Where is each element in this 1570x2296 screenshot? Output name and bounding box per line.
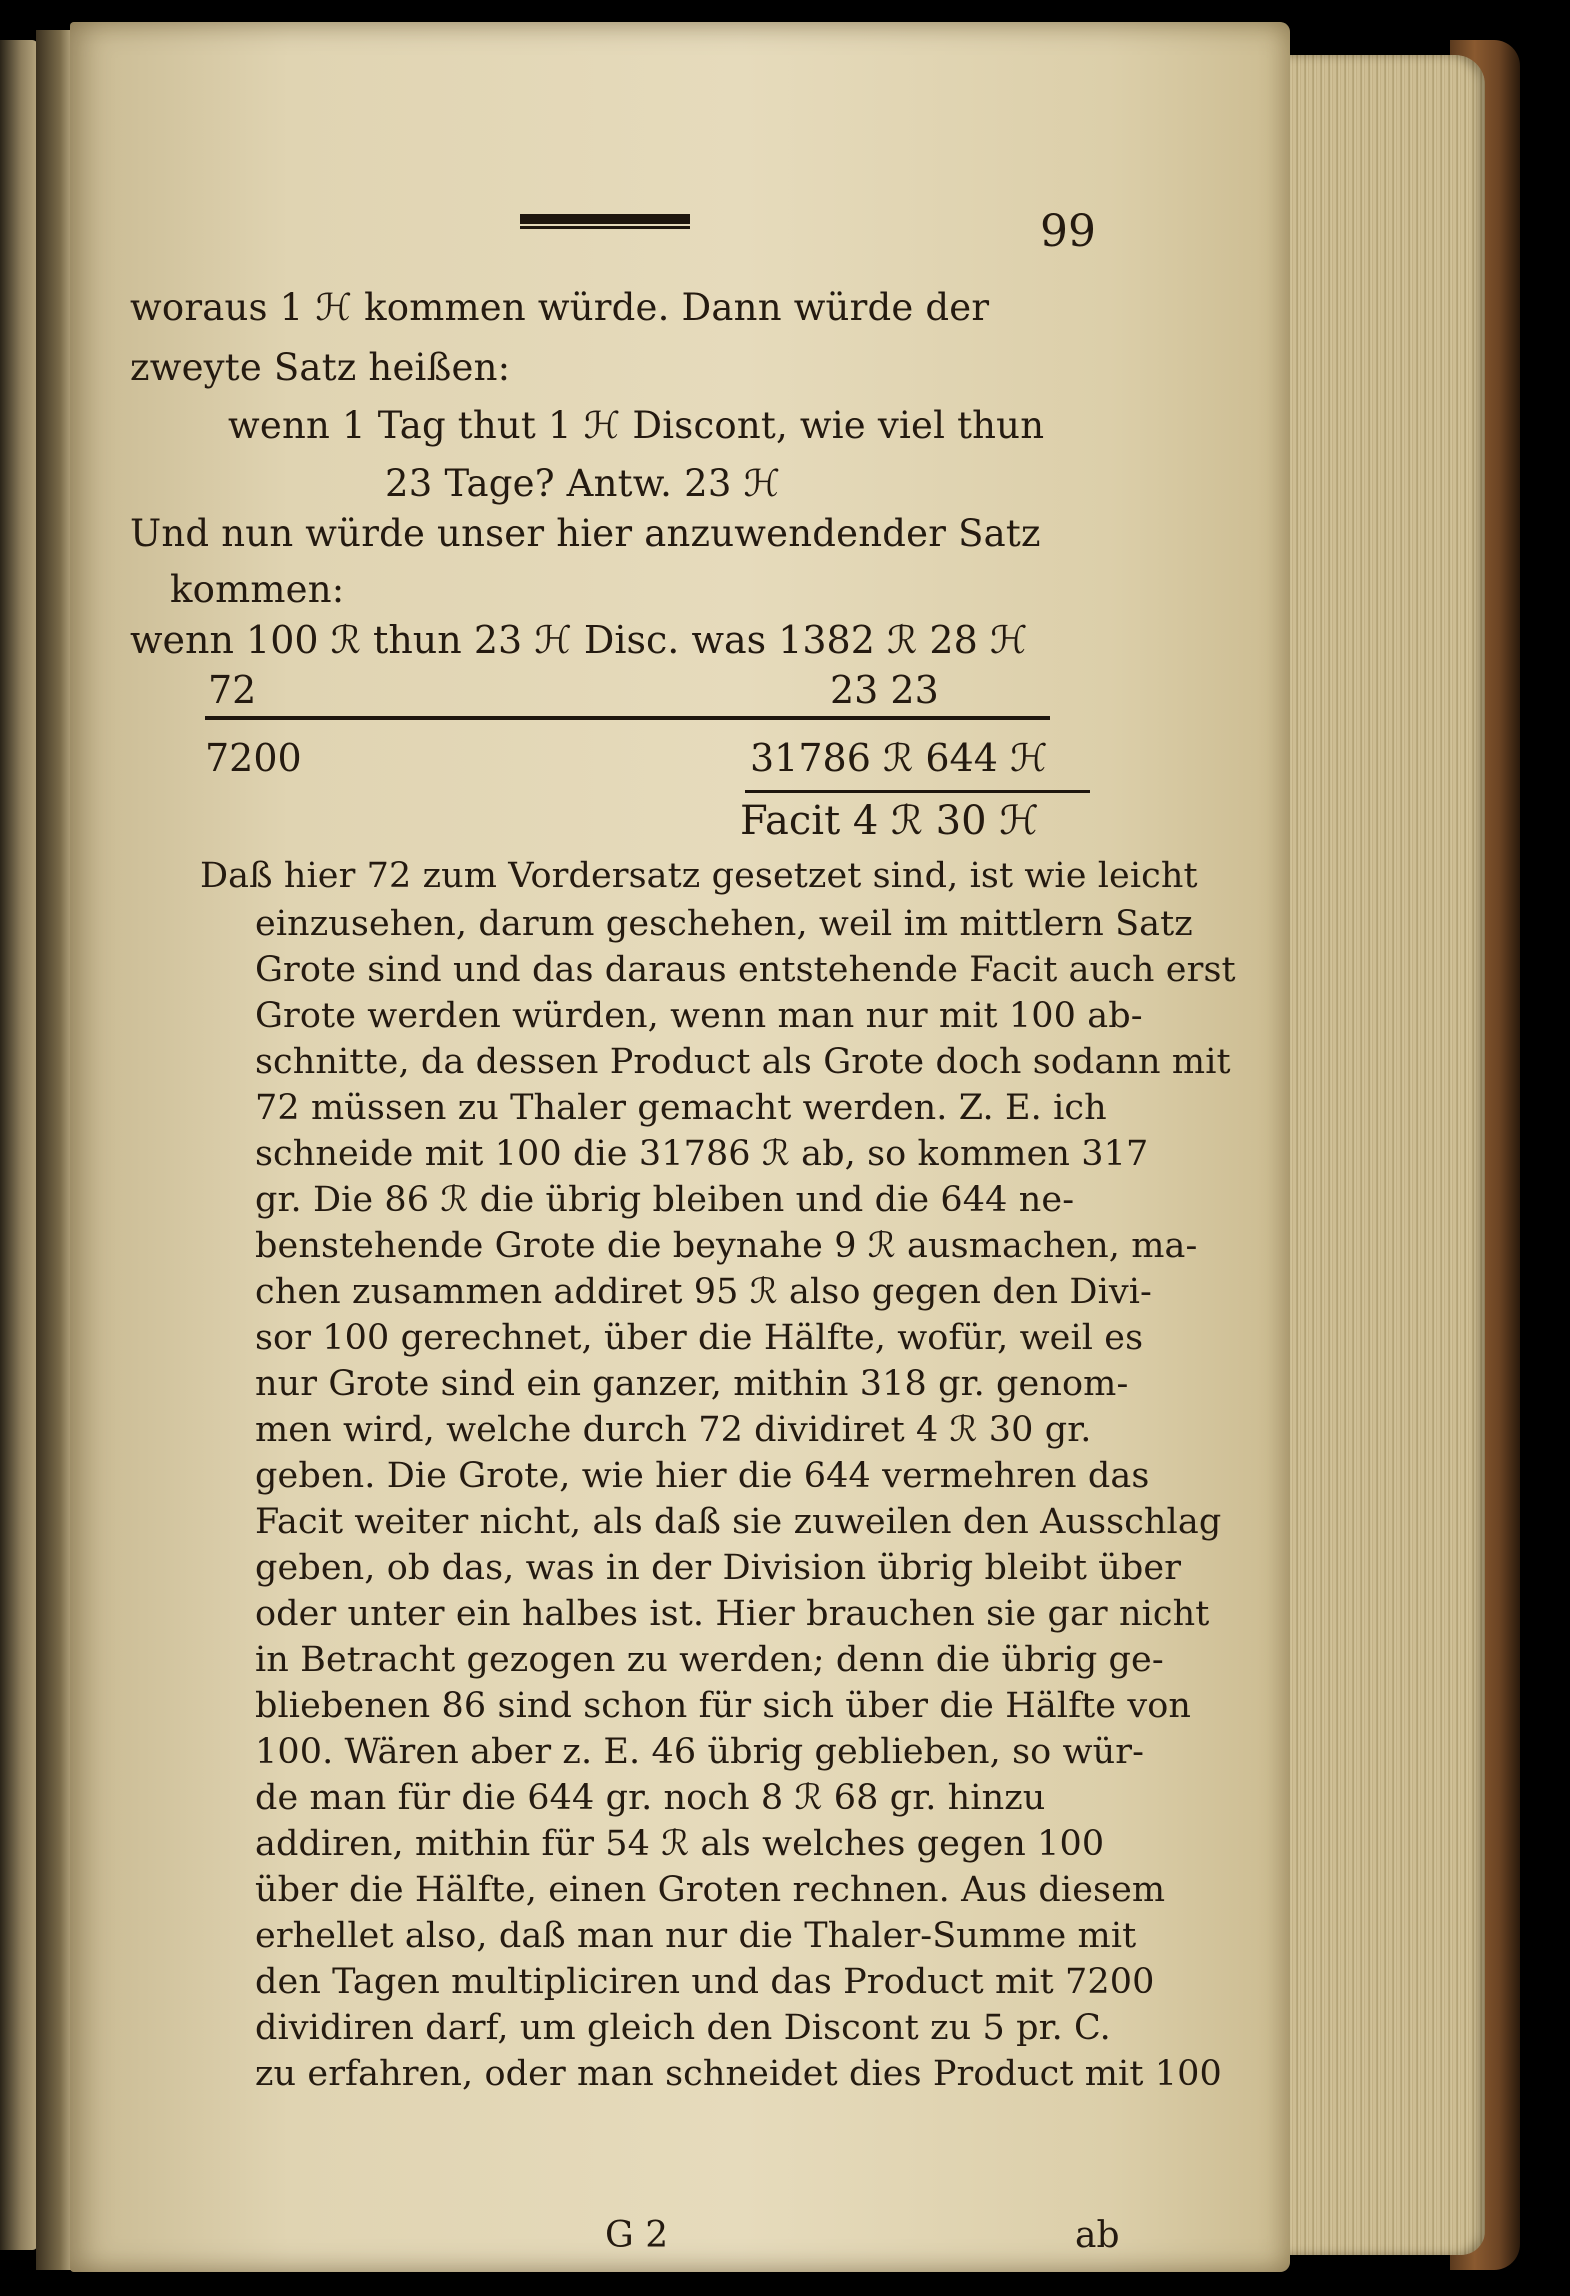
paragraph-line: geben. Die Grote, wie hier die 644 vermehren das	[255, 1456, 1150, 1496]
paragraph-line: 100. Wären aber z. E. 46 übrig geblieben, so wür-	[255, 1732, 1145, 1772]
text-line: Und nun würde unser hier anzuwendender Satz	[130, 512, 1041, 555]
paragraph-line: zu erfahren, oder man schneidet dies Product mit 100	[255, 2054, 1222, 2094]
calculation-rule	[745, 790, 1090, 793]
paragraph-line: Grote sind und das daraus entstehende Facit auch erst	[255, 950, 1236, 990]
left-page-edge	[0, 40, 38, 2250]
page-block-edge	[1285, 55, 1485, 2255]
paragraph-line: 72 müssen zu Thaler gemacht werden. Z. E. ich	[255, 1088, 1107, 1128]
text-line: wenn 1 Tag thut 1 ℋ Discont, wie viel thun	[228, 404, 1045, 447]
paragraph-line: schneide mit 100 die 31786 ℛ ab, so kommen 317	[255, 1134, 1149, 1174]
paragraph-line: gr. Die 86 ℛ die übrig bleiben und die 644 ne-	[255, 1180, 1075, 1220]
calculation-value: 72	[208, 668, 257, 712]
paragraph-line: schnitte, da dessen Product als Grote doch sodann mit	[255, 1042, 1231, 1082]
paragraph-line: de man für die 644 gr. noch 8 ℛ 68 gr. hinzu	[255, 1778, 1046, 1818]
paragraph-line: über die Hälfte, einen Groten rechnen. Aus diesem	[255, 1870, 1166, 1910]
signature-mark: G 2	[605, 2215, 669, 2256]
calculation-value: 23 23	[830, 668, 939, 712]
paragraph-line: men wird, welche durch 72 dividiret 4 ℛ 30 gr.	[255, 1410, 1092, 1450]
calculation-rule	[205, 716, 1050, 720]
calculation-value: 31786 ℛ 644 ℋ	[750, 736, 1048, 780]
text-line: woraus 1 ℋ kommen würde. Dann würde der	[130, 286, 990, 329]
paragraph-line: bliebenen 86 sind schon für sich über die Hälfte von	[255, 1686, 1192, 1726]
paragraph-line: sor 100 gerechnet, über die Hälfte, wofür, weil es	[255, 1318, 1144, 1358]
calculation-result: Facit 4 ℛ 30 ℋ	[740, 798, 1039, 844]
page-number: 99	[1040, 206, 1096, 257]
paragraph-line: einzusehen, darum geschehen, weil im mittlern Satz	[255, 904, 1193, 944]
header-ornament-rule-thin	[520, 226, 690, 229]
paragraph-line: nur Grote sind ein ganzer, mithin 318 gr. genom-	[255, 1364, 1129, 1404]
paragraph-line: Facit weiter nicht, als daß sie zuweilen den Ausschlag	[255, 1502, 1222, 1542]
paragraph-line: benstehende Grote die beynahe 9 ℛ ausmachen, ma-	[255, 1226, 1198, 1266]
paragraph-line: addiren, mithin für 54 ℛ als welches gegen 100	[255, 1824, 1105, 1864]
paragraph-line: Daß hier 72 zum Vordersatz gesetzet sind, ist wie leicht	[200, 856, 1198, 896]
calculation-row: wenn 100 ℛ thun 23 ℋ Disc. was 1382 ℛ 28 ℋ	[130, 618, 1028, 662]
paragraph-line: geben, ob das, was in der Division übrig bleibt über	[255, 1548, 1182, 1588]
text-line: 23 Tage? Antw. 23 ℋ	[385, 462, 781, 505]
paragraph-line: Grote werden würden, wenn man nur mit 100 ab-	[255, 996, 1143, 1036]
paragraph-line: dividiren darf, um gleich den Discont zu 5 pr. C.	[255, 2008, 1111, 2048]
text-line: kommen:	[170, 568, 345, 611]
paragraph-line: chen zusammen addiret 95 ℛ also gegen den Divi-	[255, 1272, 1152, 1312]
catchword: ab	[1075, 2215, 1120, 2256]
text-line: zweyte Satz heißen:	[130, 346, 511, 389]
paragraph-line: erhellet also, daß man nur die Thaler-Summe mit	[255, 1916, 1137, 1956]
header-ornament-rule	[520, 214, 690, 224]
paragraph-line: den Tagen multipliciren und das Product mit 7200	[255, 1962, 1155, 2002]
paragraph-line: oder unter ein halbes ist. Hier brauchen sie gar nicht	[255, 1594, 1210, 1634]
calculation-value: 7200	[205, 736, 302, 780]
paragraph-line: in Betracht gezogen zu werden; denn die übrig ge-	[255, 1640, 1164, 1680]
